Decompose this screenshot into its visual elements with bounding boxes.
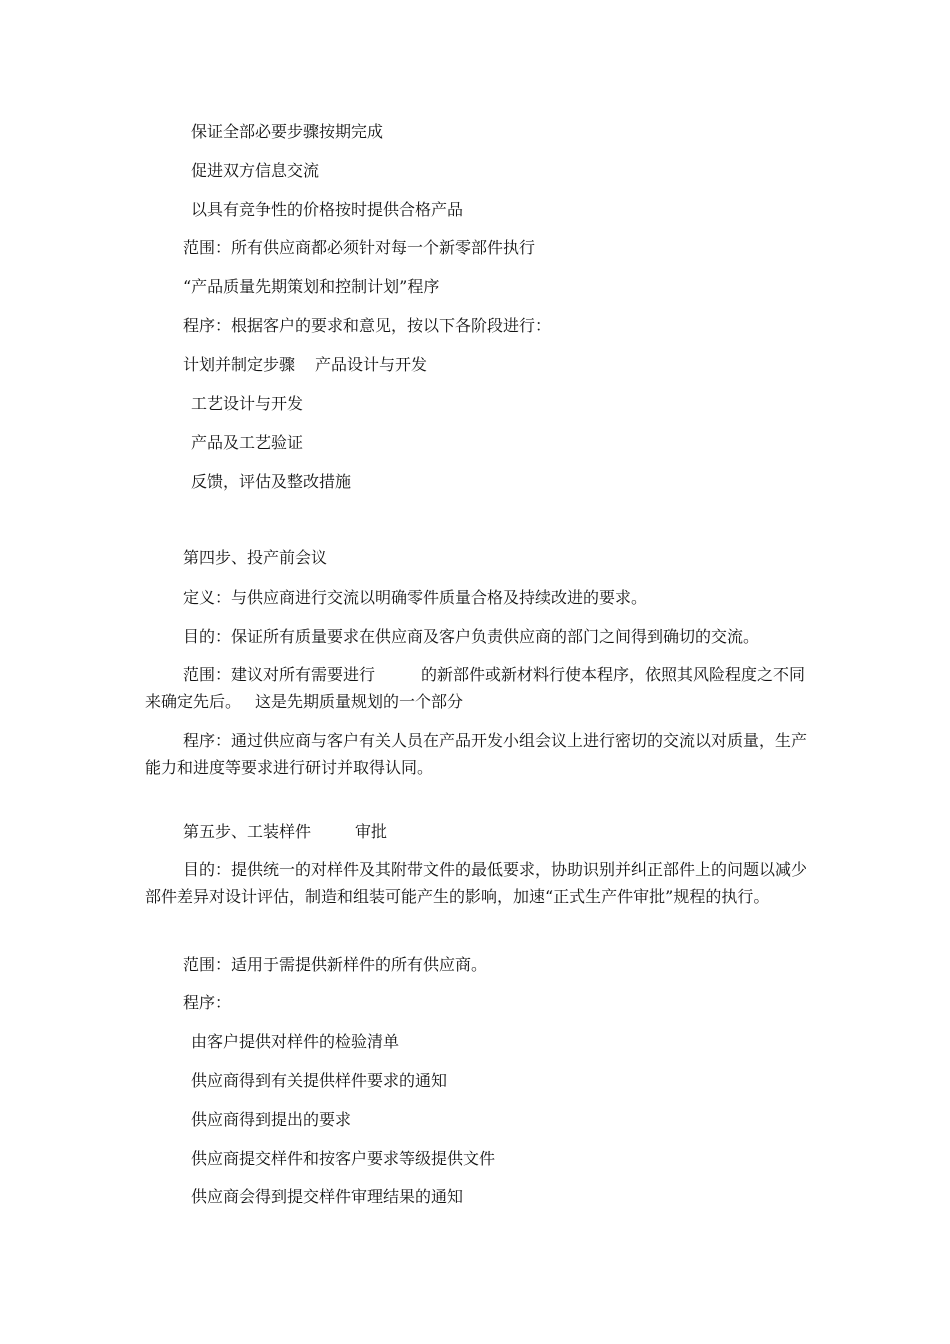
step5-item: 由客户提供对样件的检验清单 [191,1032,400,1051]
step5-title-part1: 第五步、工装样件 [183,822,312,841]
step4-scope-part3: 这是先期质量规划的一个部分 [255,692,464,711]
procedure-line: 程序：根据客户的要求和意见，按以下各阶段进行： [183,316,552,335]
scope-line-2: “产品质量先期策划和控制计划”程序 [183,277,440,296]
step4-definition: 定义：与供应商进行交流以明确零件质量合格及持续改进的要求。 [183,588,648,607]
step4-purpose: 目的：保证所有质量要求在供应商及客户负责供应商的部门之间得到确切的交流。 [183,627,760,646]
stage-b: 产品设计与开发 [315,355,428,374]
step5-item: 供应商得到提出的要求 [191,1110,352,1129]
step5-title [183,822,387,842]
stage-item: 工艺设计与开发 [191,394,304,413]
step4-scope [145,661,810,715]
stage-item: 产品及工艺验证 [191,433,304,452]
step5-item: 供应商会得到提交样件审理结果的通知 [191,1187,464,1206]
step4-procedure: 程序：通过供应商与客户有关人员在产品开发小组会议上进行密切的交流以对质量，生产能力和进度等要求进行研讨并取得认同。 [145,731,808,777]
stage-a: 计划并制定步骤 [183,355,296,374]
stage-line [183,355,427,375]
scope-line-1: 范围：所有供应商都必须针对每一个新零部件执行 [183,238,536,257]
stage-item: 反馈，评估及整改措施 [191,472,352,491]
goal-item: 保证全部必要步骤按期完成 [191,122,384,141]
step4-scope-part2: 的新部件或新材料行使本程序，依照其风险程度之不同来确定先后。 [145,665,806,711]
goal-item: 以具有竞争性的价格按时提供合格产品 [191,200,464,219]
step4-scope-part1: 范围：建议对所有需要进行 [183,665,376,684]
goal-item: 促进双方信息交流 [191,161,320,180]
step4-title: 第四步、投产前会议 [183,548,328,567]
step5-scope: 范围：适用于需提供新样件的所有供应商。 [183,955,488,974]
step5-item: 供应商提交样件和按客户要求等级提供文件 [191,1149,496,1168]
step5-purpose: 目的：提供统一的对样件及其附带文件的最低要求，协助识别并纠正部件上的问题以减少部件差异对设计评估，制造和组装可能产生的影响，加速“正式生产件审批”规程的执行。 [145,860,808,906]
step5-title-part2: 审批 [355,822,388,841]
step5-item: 供应商得到有关提供样件要求的通知 [191,1071,448,1090]
step5-procedure-label: 程序： [183,993,232,1012]
